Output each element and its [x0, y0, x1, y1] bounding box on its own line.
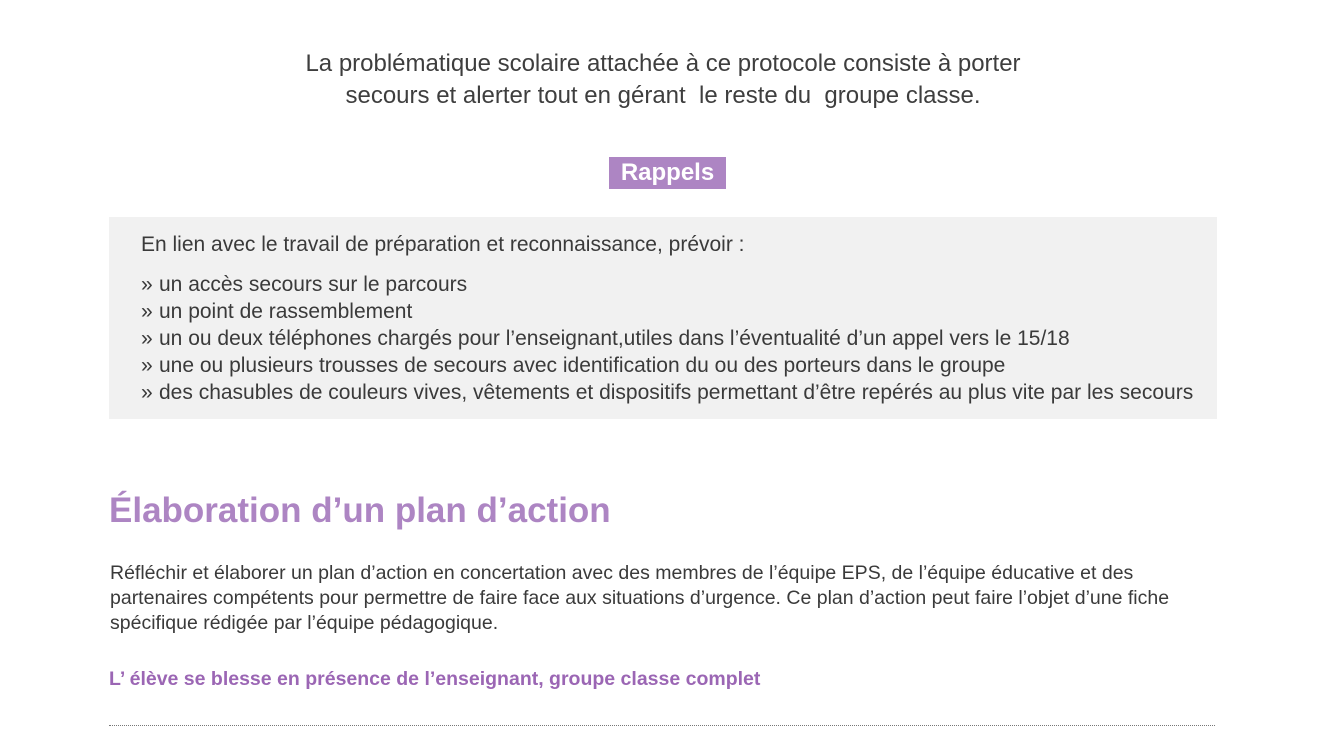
intro-text [0, 48, 1326, 112]
list-item-text: une ou plusieurs trousses de secours avec identification du ou des porteurs dans le groupe [159, 354, 1006, 377]
list-item-text: un ou deux téléphones chargés pour l’enseignant,utiles dans l’éventualité d’un appel vers le 15/18 [159, 327, 1070, 350]
bullet-glyph: » [141, 327, 153, 350]
reminders-list [141, 271, 1217, 406]
rappels-label: Rappels [609, 157, 726, 189]
list-item-text: un point de rassemblement [159, 300, 413, 323]
intro-line-2: secours et alerter tout en gérant le reste du groupe classe. [345, 82, 981, 109]
bullet-glyph: » [141, 381, 153, 404]
bullet-glyph: » [141, 273, 153, 296]
reminders-intro: En lien avec le travail de préparation et reconnaissance, prévoir : [141, 233, 745, 256]
reminders-box [109, 217, 1217, 419]
list-item [141, 325, 1217, 352]
bullet-glyph: » [141, 300, 153, 323]
section-paragraph: Réfléchir et élaborer un plan d’action en concertation avec des membres de l’équipe EPS, de l’équipe éducative et des partenaires compétents pour permettre de faire face aux situations d’urgence. Ce plan d’action peut faire l’objet d’une fiche spécifique rédigée par l’équipe pédagogique. [110, 562, 1170, 634]
list-item [141, 271, 1217, 298]
section-subheading: L’ élève se blesse en présence de l’enseignant, groupe classe complet [109, 668, 761, 690]
list-item-text: un accès secours sur le parcours [159, 273, 468, 296]
rappels-heading-wrap [0, 157, 1330, 189]
list-item [141, 352, 1217, 379]
bullet-glyph: » [141, 354, 153, 377]
dotted-divider [109, 725, 1215, 726]
section-title: Élaboration d’un plan d’action [109, 491, 611, 530]
list-item [141, 298, 1217, 325]
list-item [141, 379, 1217, 406]
list-item-text: des chasubles de couleurs vives, vêtements et dispositifs permettant d’être repérés au plus vite par les secours [159, 381, 1194, 404]
intro-line-1: La problématique scolaire attachée à ce protocole consiste à porter [305, 50, 1021, 77]
